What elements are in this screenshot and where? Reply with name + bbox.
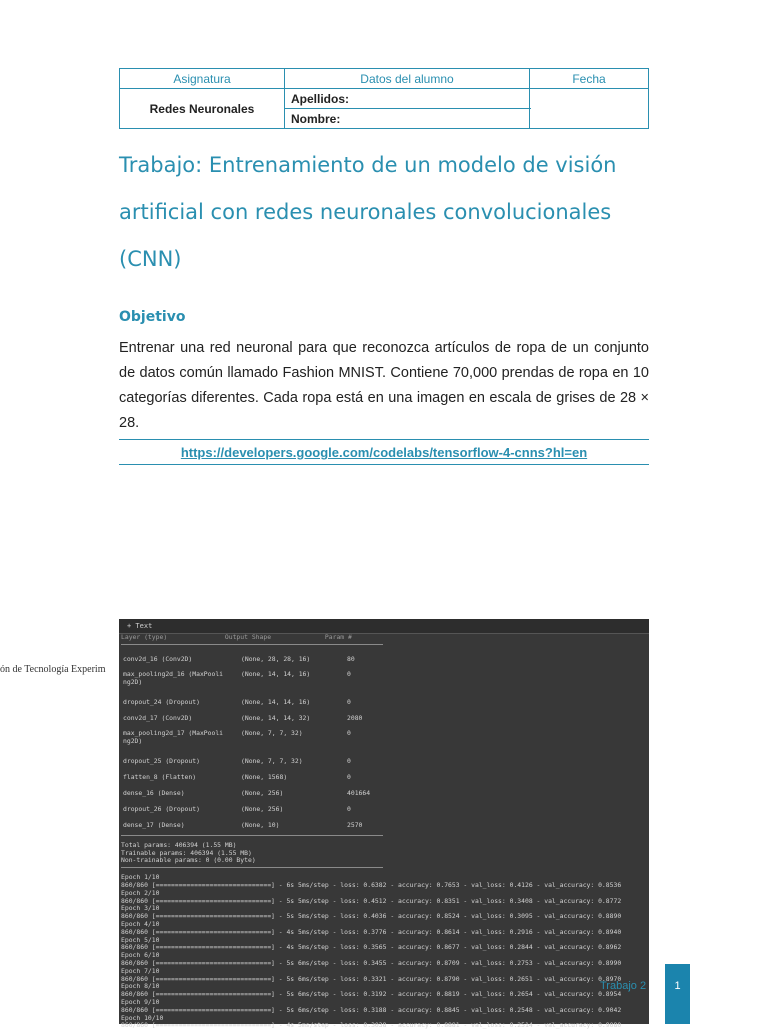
- header-table: [119, 68, 649, 129]
- layer-params: 0: [347, 728, 351, 737]
- subject-cell: Redes Neuronales: [120, 89, 285, 129]
- side-margin-text: ón de Tecnología Experim: [0, 664, 106, 675]
- progress-line: 860/860 [==============================] - 5s 6ms/step - loss: 0.3192 - accuracy: 0.8819 - val_loss: 0.2654 - val_accuracy: 0.8954: [121, 990, 622, 999]
- layer-row: [121, 817, 649, 833]
- layer-output-shape: (None, 10): [241, 820, 280, 829]
- epoch-line: Epoch 8/10: [121, 982, 160, 991]
- progress-line: 860/860 [==============================] - 6s 5ms/step - loss: 0.6382 - accuracy: 0.7653 - val_loss: 0.4126 - val_accuracy: 0.8536: [121, 880, 622, 889]
- layer-row: [121, 667, 649, 694]
- progress-line: 860/860 [==============================] - 4s 5ms/step - loss: 0.3776 - accuracy: 0.8614 - val_loss: 0.2916 - val_accuracy: 0.8940: [121, 927, 622, 936]
- epoch-line: Epoch 10/10: [121, 1013, 164, 1022]
- layer-output-shape: (None, 14, 14, 16): [241, 697, 311, 706]
- layer-output-shape: (None, 7, 7, 32): [241, 756, 303, 765]
- epoch-line: Epoch 3/10: [121, 904, 160, 913]
- model-summary: [119, 634, 649, 1030]
- summary-line: Total params: 406394 (1.55 MB): [121, 840, 237, 849]
- footer-label: Trabajo 2: [600, 980, 647, 992]
- epoch-line: Epoch 1/10: [121, 873, 160, 882]
- layer-row: [121, 801, 649, 817]
- progress-line: 860/860 [==============================] - 5s 5ms/step - loss: 0.4512 - accuracy: 0.8351 - val_loss: 0.3408 - val_accuracy: 0.8772: [121, 896, 622, 905]
- epoch-line: Epoch 7/10: [121, 966, 160, 975]
- header-col-date: Fecha: [530, 69, 649, 89]
- layer-name: dense_16 (Dense): [123, 788, 185, 797]
- surname-label: Apellidos:: [285, 89, 530, 109]
- layer-name: dropout_25 (Dropout): [123, 756, 200, 765]
- layer-output-shape: (None, 14, 14, 16): [241, 669, 311, 678]
- layer-name: max_pooling2d_16 (MaxPooli ng2D): [123, 669, 224, 686]
- layer-name: flatten_8 (Flatten): [123, 772, 197, 781]
- layer-params: 0: [347, 756, 351, 765]
- layer-output-shape: (None, 256): [241, 788, 284, 797]
- summary-line: Trainable params: 406394 (1.55 MB): [121, 848, 252, 857]
- layer-params: 0: [347, 772, 351, 781]
- epoch-line: Epoch 2/10: [121, 888, 160, 897]
- objective-heading: Objetivo: [119, 309, 186, 325]
- layer-table: [121, 651, 649, 833]
- add-text-button[interactable]: + Text: [127, 622, 153, 630]
- layer-params: 401664: [347, 788, 371, 797]
- summary-line: Non-trainable params: 0 (0.00 Byte): [121, 856, 256, 865]
- reference-link-box: [119, 439, 649, 465]
- objective-text: Entrenar una red neuronal para que reconozca artículos de ropa de un conjunto de datos común llamado Fashion MNIST. Contiene 70,000 prendas de ropa en 10 categorías diferentes. Cada ropa está en una imagen en escala de grises de 28 × 28.: [119, 340, 649, 431]
- layer-row: [121, 710, 649, 726]
- header-col-student: Datos del alumno: [285, 69, 530, 89]
- layer-name: dropout_26 (Dropout): [123, 804, 200, 813]
- layer-row: [121, 753, 649, 769]
- epoch-line: Epoch 4/10: [121, 919, 160, 928]
- progress-line: 860/860 [==============================] - 5s 5ms/step - loss: 0.4036 - accuracy: 0.8524 - val_loss: 0.3095 - val_accuracy: 0.8890: [121, 912, 622, 921]
- layer-output-shape: (None, 7, 7, 32): [241, 728, 303, 737]
- layer-params: 80: [347, 654, 355, 663]
- layer-params: 2080: [347, 713, 363, 722]
- param-summary: [121, 842, 649, 865]
- epoch-line: Epoch 9/10: [121, 997, 160, 1006]
- layer-name: dropout_24 (Dropout): [123, 697, 200, 706]
- layer-output-shape: (None, 14, 14, 32): [241, 713, 311, 722]
- separator: [121, 644, 383, 649]
- progress-line: 860/860 [==============================] - 4s 5ms/step - loss: 0.3038 - accuracy: 0.8881 - val_loss: 0.2514 - val_accuracy: 0.9080: [121, 1021, 622, 1030]
- layer-name: dense_17 (Dense): [123, 820, 185, 829]
- layer-row: [121, 694, 649, 710]
- progress-line: 860/860 [==============================] - 4s 5ms/step - loss: 0.3565 - accuracy: 0.8677 - val_loss: 0.2844 - val_accuracy: 0.8962: [121, 943, 622, 952]
- layer-row: [121, 726, 649, 753]
- layer-row: [121, 769, 649, 785]
- layer-params: 0: [347, 669, 351, 678]
- name-label: Nombre:: [285, 109, 530, 129]
- notebook-toolbar: [119, 619, 649, 634]
- epoch-line: Epoch 6/10: [121, 951, 160, 960]
- page-number: 1: [665, 964, 690, 1024]
- layer-row: [121, 651, 649, 667]
- date-cell: [530, 89, 649, 129]
- separator: [121, 835, 383, 840]
- header-col-subject: Asignatura: [120, 69, 285, 89]
- layer-name: conv2d_16 (Conv2D): [123, 654, 193, 663]
- separator: [121, 867, 383, 872]
- training-output-screenshot: [119, 619, 649, 1030]
- layer-name: conv2d_17 (Conv2D): [123, 713, 193, 722]
- layer-output-shape: (None, 28, 28, 16): [241, 654, 311, 663]
- layer-output-shape: (None, 1568): [241, 772, 288, 781]
- progress-line: 860/860 [==============================] - 5s 6ms/step - loss: 0.3321 - accuracy: 0.8790 - val_loss: 0.2651 - val_accuracy: 0.8970: [121, 974, 622, 983]
- reference-link[interactable]: https://developers.google.com/codelabs/tensorflow-4-cnns?hl=en: [180, 445, 588, 460]
- layer-params: 0: [347, 804, 351, 813]
- layer-name: max_pooling2d_17 (MaxPooli ng2D): [123, 728, 224, 745]
- layer-output-shape: (None, 256): [241, 804, 284, 813]
- layer-params: 2570: [347, 820, 363, 829]
- layer-params: 0: [347, 697, 351, 706]
- training-log: [121, 874, 649, 1030]
- document-title: Trabajo: Entrenamiento de un modelo de visión artificial con redes neuronales convolucionales (CNN): [119, 153, 617, 271]
- summary-header-line: Layer (type) Output Shape Param #: [121, 633, 352, 641]
- layer-row: [121, 785, 649, 801]
- progress-line: 860/860 [==============================] - 5s 6ms/step - loss: 0.3455 - accuracy: 0.8709 - val_loss: 0.2753 - val_accuracy: 0.8990: [121, 958, 622, 967]
- progress-line: 860/860 [==============================] - 5s 6ms/step - loss: 0.3188 - accuracy: 0.8845 - val_loss: 0.2548 - val_accuracy: 0.9042: [121, 1005, 622, 1014]
- epoch-line: Epoch 5/10: [121, 935, 160, 944]
